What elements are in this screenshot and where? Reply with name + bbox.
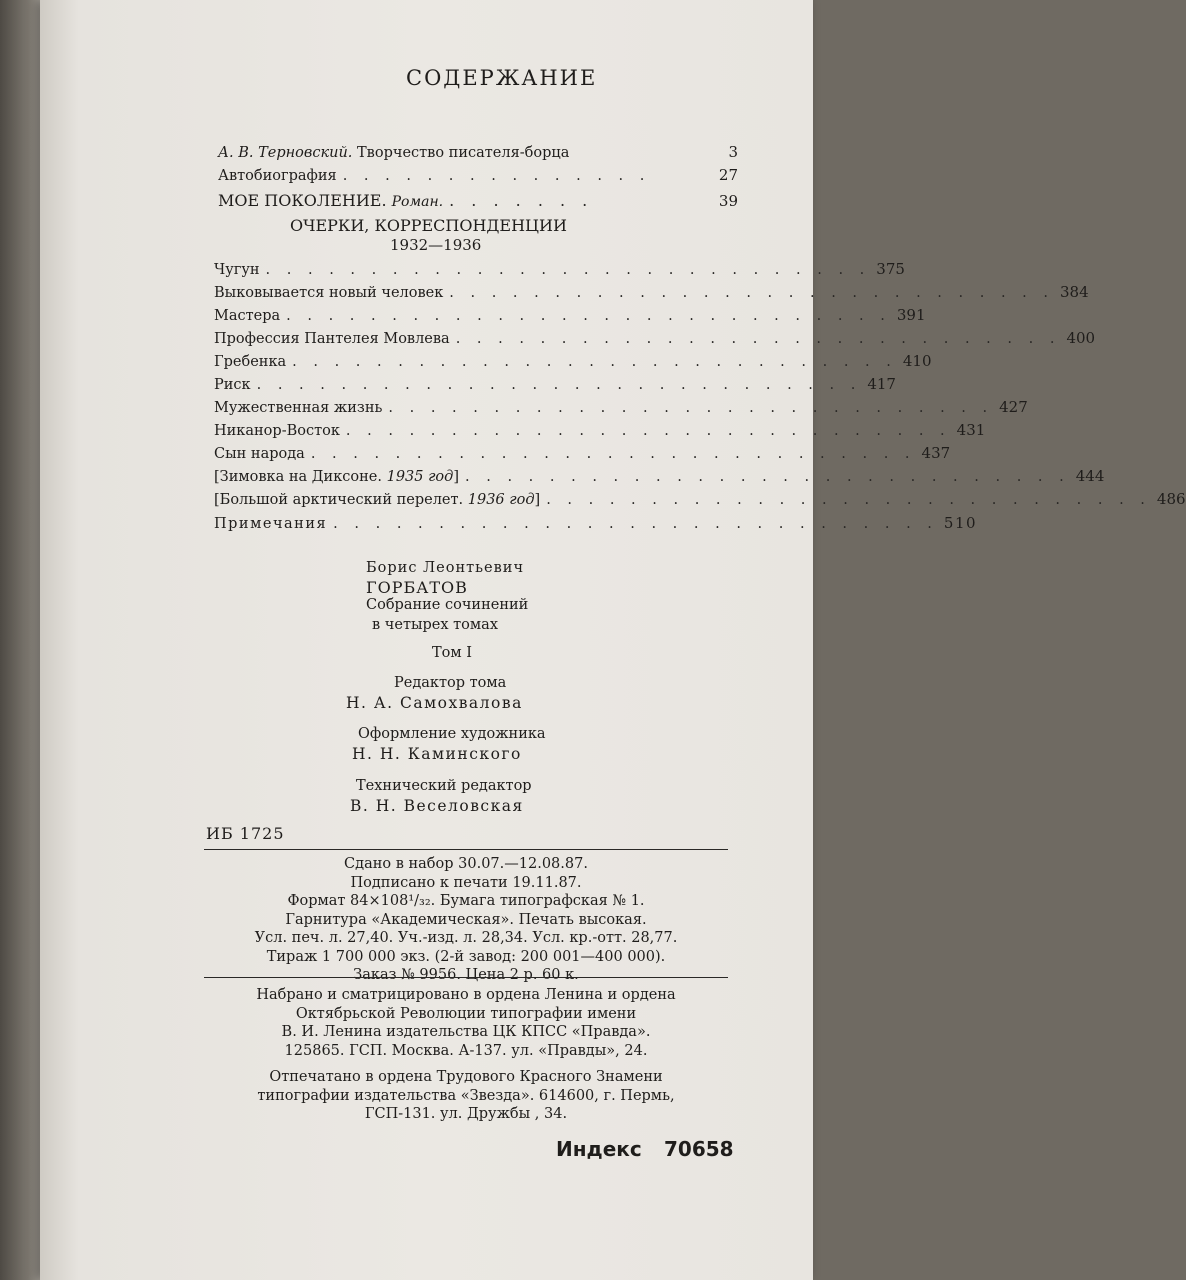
toc-entry: [Зимовка на Диксоне. 1935 год] . . . . . . . . . . . . . . . . . . . . . . . . . . . . . 444 bbox=[214, 467, 1105, 485]
book-page bbox=[40, 0, 1186, 1280]
toc-entry-label: Творчество писателя-борца bbox=[352, 145, 570, 161]
toc-entry-page: 486 bbox=[1156, 490, 1186, 508]
imprint-block-print-data bbox=[204, 855, 728, 985]
toc-entry-label: Автобиография bbox=[218, 168, 337, 184]
imprint-block-typesetting bbox=[204, 986, 728, 1060]
toc-entry-label: Сын народа bbox=[214, 446, 305, 462]
toc-entry-label: [Зимовка на Диксоне. 1935 год] bbox=[214, 469, 460, 485]
toc-entry-genre: Роман. bbox=[391, 194, 444, 210]
toc-entry-page: 39 bbox=[718, 192, 738, 210]
toc-entry-page: 427 bbox=[999, 398, 1028, 416]
imprint-line: Набрано и сматрицировано в ордена Ленина и ордена bbox=[256, 987, 676, 1003]
collection-subtitle: в четырех томах bbox=[372, 617, 499, 633]
design-role: Оформление художника bbox=[358, 726, 546, 742]
toc-entry: Гребенка . . . . . . . . . . . . . . . . . . . . . . . . . . . . . 410 bbox=[214, 352, 932, 370]
toc-entry: Профессия Пантелея Мовлева . . . . . . . . . . . . . . . . . . . . . . . . . . . . . 400 bbox=[214, 329, 1096, 347]
toc-entry-page: 375 bbox=[876, 260, 905, 278]
toc-entry-label: Риск bbox=[214, 377, 251, 393]
divider bbox=[204, 849, 728, 850]
page-title: СОДЕРЖАНИЕ bbox=[406, 66, 598, 90]
imprint-line: Сдано в набор 30.07.—12.08.87. bbox=[344, 856, 588, 872]
imprint-line: В. И. Ленина издательства ЦК КПСС «Правда». bbox=[281, 1024, 651, 1040]
toc-entry: Мастера . . . . . . . . . . . . . . . . . . . . . . . . . . . . . 391 bbox=[214, 306, 926, 324]
ib-number: ИБ 1725 bbox=[206, 824, 285, 843]
toc-entry-author: А. В. Терновский. bbox=[218, 145, 353, 161]
toc-entry: Никанор-Восток . . . . . . . . . . . . . . . . . . . . . . . . . . . . . 431 bbox=[214, 421, 986, 439]
toc-entry bbox=[218, 143, 738, 161]
toc-entry-label: Мужественная жизнь bbox=[214, 400, 383, 416]
toc-entry-label: Мастера bbox=[214, 308, 281, 324]
imprint-line: Усл. печ. л. 27,40. Уч.-изд. л. 28,34. Усл. кр.-отт. 28,77. bbox=[254, 930, 678, 946]
imprint-line: Формат 84×108¹/₃₂. Бумага типографская № 1. bbox=[287, 893, 645, 909]
collection-title: Собрание сочинений bbox=[366, 597, 529, 613]
imprint-line: Гарнитура «Академическая». Печать высокая. bbox=[285, 911, 647, 928]
toc-entry-label: Профессия Пантелея Мовлева bbox=[214, 331, 450, 347]
editor-role: Редактор тома bbox=[394, 675, 507, 691]
index-label: Индекс bbox=[556, 1137, 642, 1161]
imprint-line: Отпечатано в ордена Трудового Красного Знамени bbox=[269, 1069, 663, 1085]
section-title: ОЧЕРКИ, КОРРЕСПОНДЕНЦИИ bbox=[290, 216, 567, 235]
toc-entry: Риск . . . . . . . . . . . . . . . . . . . . . . . . . . . . . 417 bbox=[214, 375, 896, 393]
editor-name: Н. А. Самохвалова bbox=[346, 694, 523, 712]
toc-entry-page: 27 bbox=[718, 166, 738, 184]
book-spine-shadow bbox=[0, 0, 40, 1280]
toc-entry-label: МОЕ ПОКОЛЕНИЕ. bbox=[218, 191, 387, 210]
imprint-line: 125865. ГСП. Москва. А-137. ул. «Правды», 24. bbox=[284, 1042, 648, 1059]
toc-entry: Выковывается новый человек . . . . . . . . . . . . . . . . . . . . . . . . . . . . . 384 bbox=[214, 283, 1089, 301]
toc-entry: Чугун . . . . . . . . . . . . . . . . . . . . . . . . . . . . . 375 bbox=[214, 260, 905, 278]
toc-entry-label: Гребенка bbox=[214, 354, 287, 370]
author-last-name: ГОРБАТОВ bbox=[366, 578, 468, 597]
toc-entry-page: 391 bbox=[896, 306, 926, 324]
toc-entry-page: 417 bbox=[867, 375, 896, 393]
toc-entry-page: 437 bbox=[921, 444, 951, 462]
toc-entry-page: 410 bbox=[902, 352, 932, 370]
design-name: Н. Н. Каминского bbox=[352, 745, 522, 763]
toc-entry-label: Чугун bbox=[214, 262, 260, 278]
imprint-line: Тираж 1 700 000 экз. (2-й завод: 200 001—400 000). bbox=[266, 948, 666, 965]
toc-entry-page: 431 bbox=[956, 421, 986, 439]
toc-entry: Мужественная жизнь . . . . . . . . . . . . . . . . . . . . . . . . . . . . . 427 bbox=[214, 398, 1028, 416]
toc-entry-page: 3 bbox=[728, 143, 738, 161]
toc-entry-label: Никанор-Восток bbox=[214, 423, 340, 439]
tech-role: Технический редактор bbox=[356, 778, 532, 794]
imprint-line: Заказ № 9956. Цена 2 р. 60 к. bbox=[353, 967, 579, 983]
toc-entry-label: Выковывается новый человек bbox=[214, 285, 444, 301]
index-value: 70658 bbox=[664, 1137, 734, 1161]
imprint-line: Подписано к печати 19.11.87. bbox=[350, 874, 582, 891]
divider bbox=[204, 977, 728, 978]
toc-entry-page: 444 bbox=[1075, 467, 1105, 485]
toc-entry: Сын народа . . . . . . . . . . . . . . . . . . . . . . . . . . . . . 437 bbox=[214, 444, 951, 462]
section-years: 1932—1936 bbox=[390, 236, 482, 254]
author-first-name: Борис Леонтьевич bbox=[366, 560, 525, 576]
toc-entry: МОЕ ПОКОЛЕНИЕ. Роман. . . . . . . . 39 bbox=[218, 191, 738, 210]
toc-entry-page: 400 bbox=[1066, 329, 1096, 347]
toc-entry-page: 384 bbox=[1060, 283, 1089, 301]
imprint-line: Октябрьской Революции типографии имени bbox=[295, 1005, 637, 1022]
toc-entry: Примечания . . . . . . . . . . . . . . . . . . . . . . . . . . . . . 510 bbox=[214, 514, 978, 532]
toc-entry-label: [Большой арктический перелет. 1936 год] bbox=[214, 492, 541, 508]
imprint-line: типографии издательства «Звезда». 614600, г. Пермь, bbox=[257, 1087, 675, 1104]
imprint-block-printing bbox=[204, 1068, 728, 1124]
imprint-line: ГСП-131. ул. Дружбы , 34. bbox=[364, 1106, 568, 1122]
toc-entry: [Большой арктический перелет. 1936 год] . . . . . . . . . . . . . . . . . . . . . . . . . . . . . 486 bbox=[214, 490, 1186, 508]
tech-name: В. Н. Веселовская bbox=[350, 797, 524, 815]
toc-entry-label: Примечания bbox=[214, 516, 328, 532]
toc-entry: Автобиография . . . . . . . . . . . . . . . 27 bbox=[218, 166, 738, 184]
toc-entry-page: 510 bbox=[943, 514, 978, 532]
volume-label: Том I bbox=[432, 645, 473, 661]
